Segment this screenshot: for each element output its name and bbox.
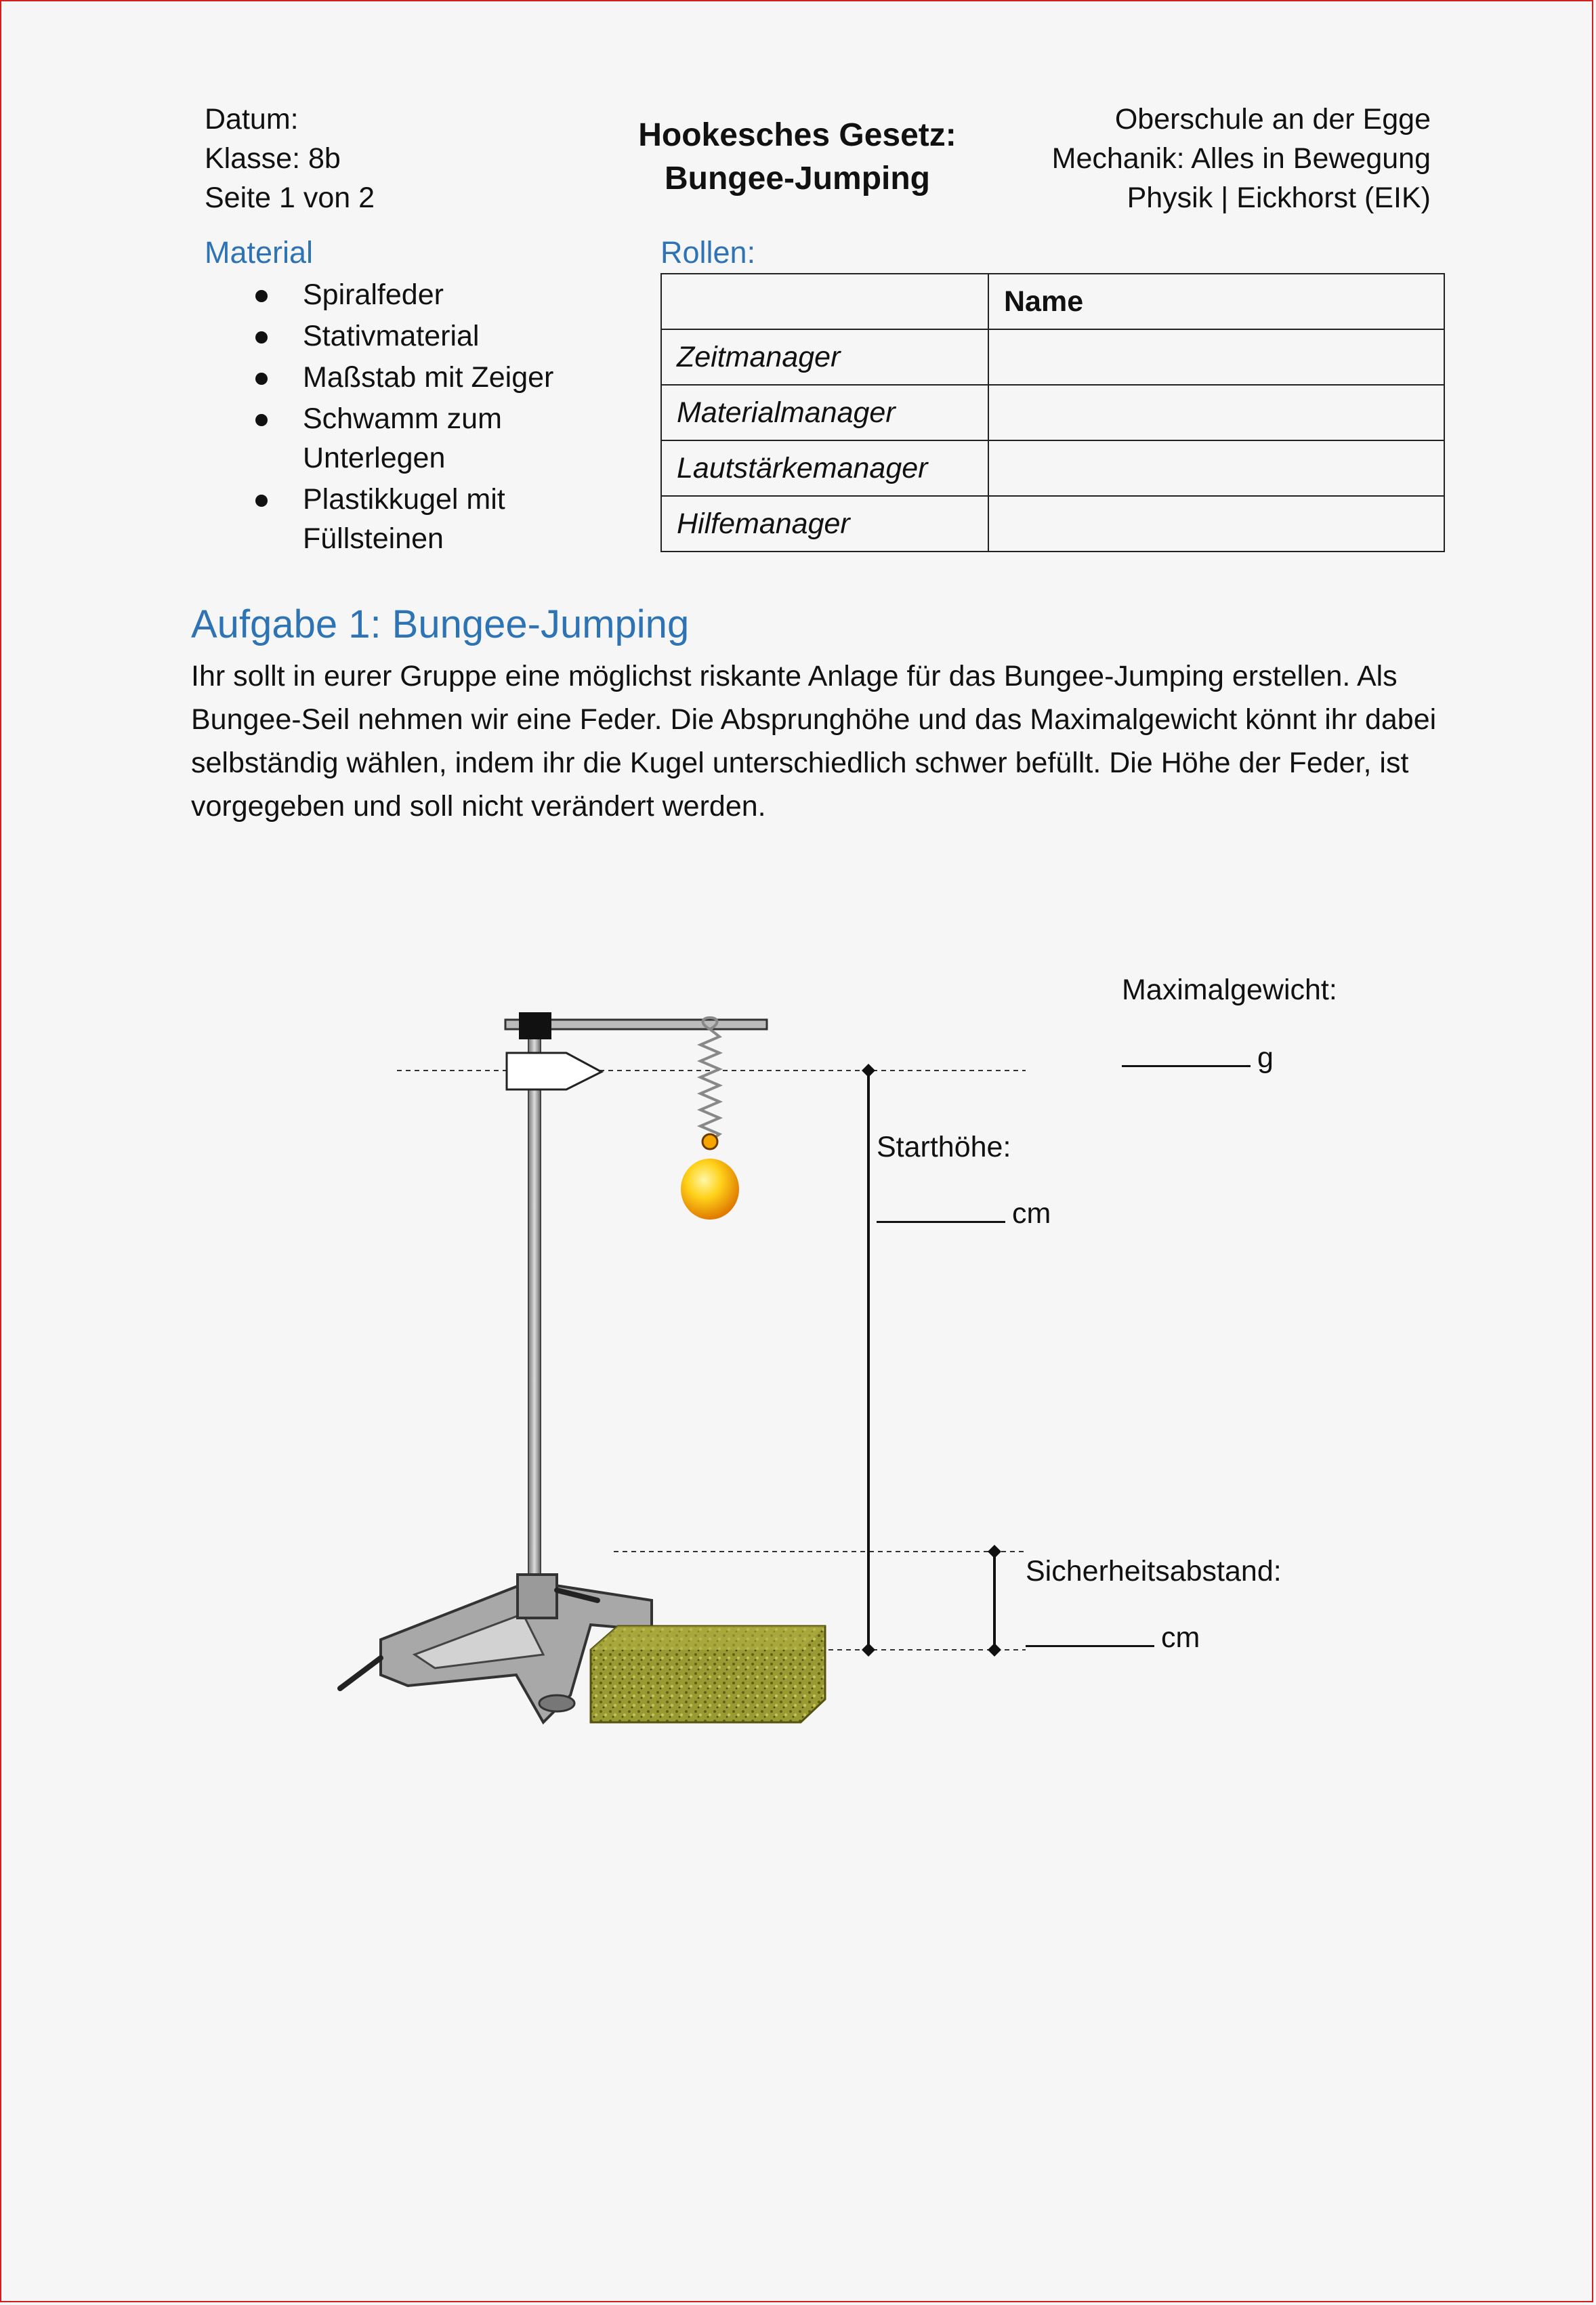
task-heading: Aufgabe 1: Bungee-Jumping bbox=[191, 602, 690, 646]
plastic-ball bbox=[681, 1159, 739, 1220]
list-item: Stativmaterial bbox=[249, 316, 601, 356]
max-weight-unit: g bbox=[1257, 1041, 1274, 1074]
course-unit: Mechanik: Alles in Bewegung bbox=[1051, 142, 1431, 175]
list-item: Spiralfeder bbox=[249, 275, 601, 314]
start-height-unit: cm bbox=[1012, 1197, 1051, 1230]
start-height-field bbox=[877, 1194, 1051, 1233]
ball-hook bbox=[702, 1134, 717, 1149]
title-line-1: Hookesches Gesetz: bbox=[638, 117, 957, 153]
spiral-spring bbox=[700, 1018, 719, 1141]
teacher-info: Physik | Eickhorst (EIK) bbox=[1127, 182, 1431, 214]
safety-distance-blank[interactable] bbox=[1026, 1618, 1154, 1647]
dimension-marker bbox=[988, 1643, 1001, 1657]
safety-distance-unit: cm bbox=[1161, 1621, 1200, 1654]
task-description: Ihr sollt in eurer Gruppe eine möglichst riskante Anlage für das Bungee-Jumping erstellen. Als Bungee-Seil nehmen wir eine Feder. Die Absprunghöhe und das Maximalgewicht könnt ihr dabei selbständig wählen, indem ihr die Kugel unterschiedlich schwer befüllt. Die Höhe der Feder, ist vorgegeben und soll nicht verändert werden. bbox=[191, 660, 1437, 823]
safety-distance-field bbox=[1026, 1618, 1200, 1657]
class-label: Klasse: 8b bbox=[205, 142, 341, 175]
start-height-label: Starthöhe: bbox=[877, 1131, 1011, 1163]
list-item: Schwamm zum Unterlegen bbox=[249, 399, 601, 478]
role-name: Materialmanager bbox=[661, 385, 988, 440]
max-weight-blank[interactable] bbox=[1122, 1038, 1251, 1067]
dimension-marker bbox=[988, 1545, 1001, 1558]
material-heading: Material bbox=[205, 235, 314, 270]
date-label: Datum: bbox=[205, 103, 299, 136]
max-weight-label: Maximalgewicht: bbox=[1122, 974, 1337, 1006]
pointer-arrow bbox=[507, 1053, 602, 1089]
list-item: Plastikkugel mit Füllsteinen bbox=[249, 480, 601, 558]
list-item: Maßstab mit Zeiger bbox=[249, 358, 601, 397]
roles-heading: Rollen: bbox=[660, 235, 756, 270]
page-number: Seite 1 von 2 bbox=[205, 182, 375, 214]
start-height-blank[interactable] bbox=[877, 1194, 1005, 1223]
max-weight-field bbox=[1122, 1038, 1274, 1077]
dimension-marker bbox=[862, 1064, 875, 1077]
role-name: Lautstärkemanager bbox=[661, 440, 988, 496]
sponge bbox=[591, 1626, 825, 1722]
stand-rod bbox=[528, 1038, 541, 1587]
table-header-name: Name bbox=[988, 274, 1444, 329]
clamp bbox=[519, 1012, 551, 1039]
safety-distance-label: Sicherheitsabstand: bbox=[1026, 1555, 1282, 1587]
title-line-2: Bungee-Jumping bbox=[665, 161, 930, 196]
school-name: Oberschule an der Egge bbox=[1114, 103, 1431, 136]
dimension-marker bbox=[862, 1643, 875, 1657]
role-name: Zeitmanager bbox=[661, 329, 988, 385]
role-name: Hilfemanager bbox=[661, 496, 988, 552]
bungee-setup-diagram bbox=[1, 1, 1595, 2304]
